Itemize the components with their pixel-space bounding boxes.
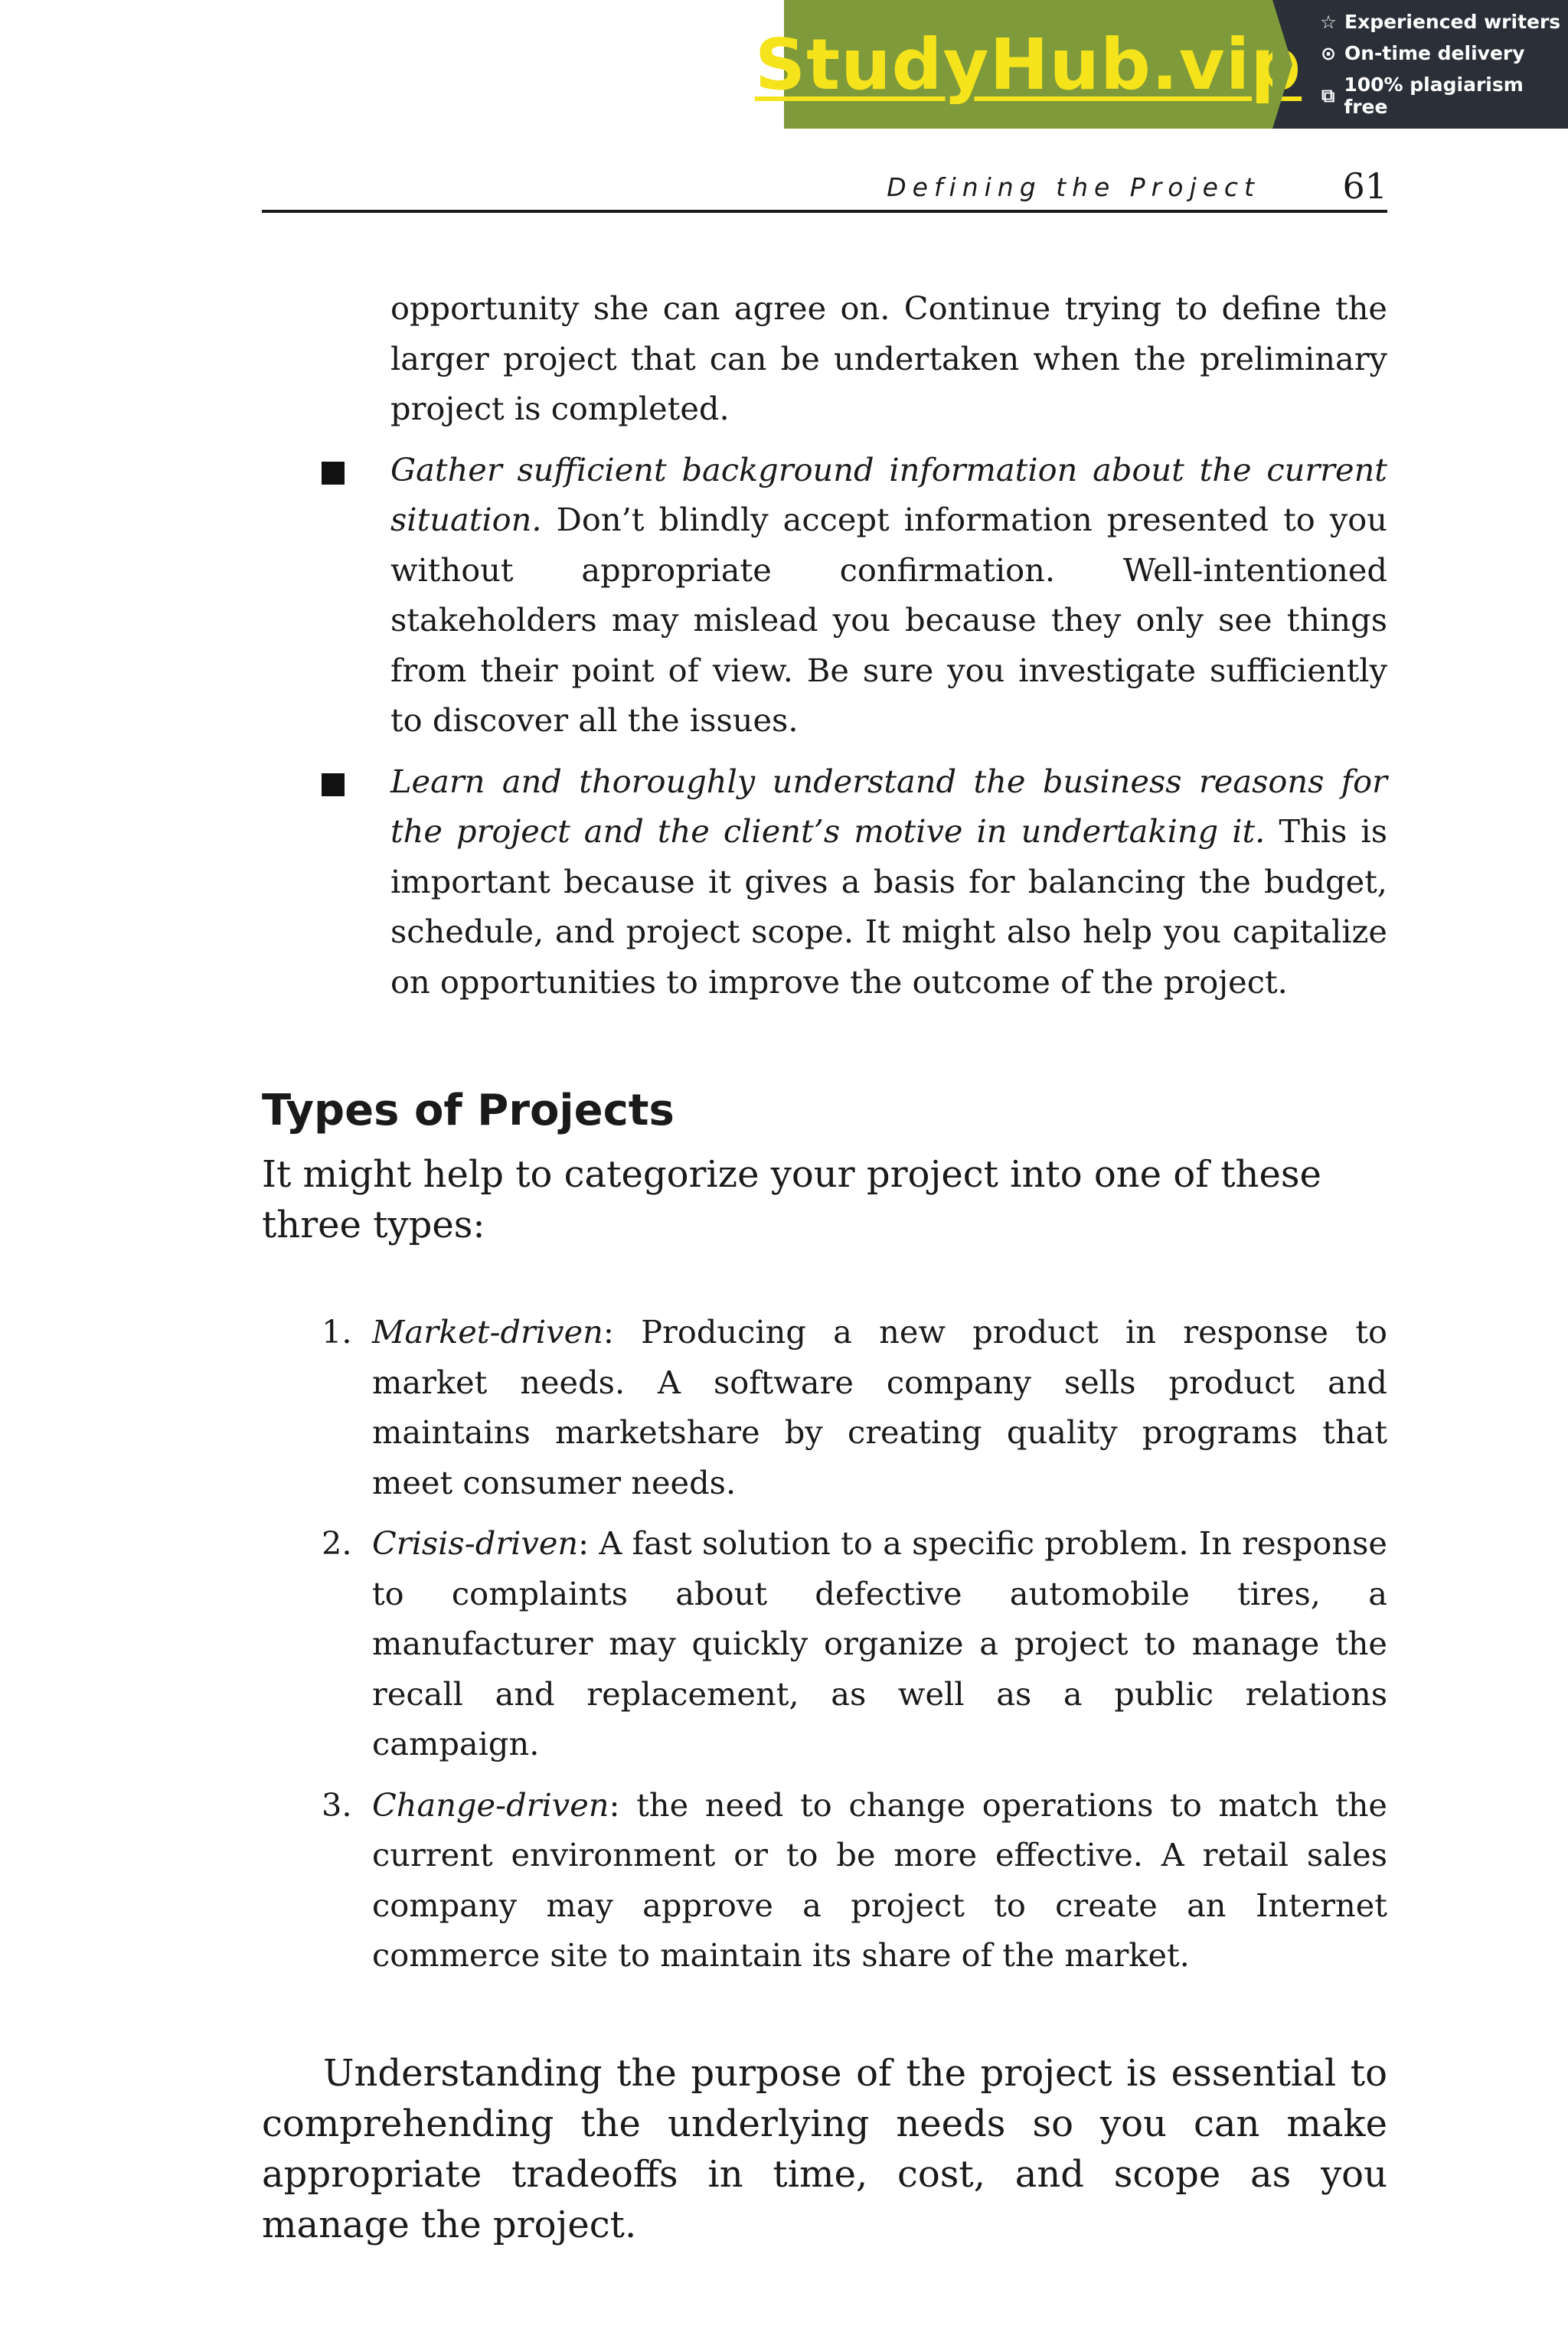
list-item — [262, 445, 1387, 746]
bullet-list — [262, 445, 1387, 1008]
feature-on-time-delivery — [1318, 42, 1568, 64]
list-item — [262, 756, 1387, 1008]
feature-experienced-writers — [1318, 11, 1568, 33]
studyhub-logo[interactable] — [754, 0, 1302, 129]
list-item — [262, 1307, 1387, 1508]
list-item — [262, 1518, 1387, 1769]
square-bullet-icon — [322, 773, 345, 796]
section-intro: It might help to categorize your project into one of these three types: — [262, 1153, 1321, 1246]
type-term: Change-driven — [372, 1785, 609, 1824]
list-number: 1. — [322, 1313, 352, 1351]
bullet-lead: Gather sufficient background information about the current situation. — [390, 450, 1387, 538]
running-head — [262, 159, 1387, 213]
banner-features — [1272, 0, 1568, 129]
section-heading: Types of Projects — [262, 1086, 675, 1135]
feature-label: On-time delivery — [1344, 42, 1525, 64]
star-icon: ☆ — [1320, 11, 1337, 33]
list-number: 2. — [322, 1524, 352, 1562]
feature-plagiarism-free — [1318, 74, 1568, 118]
page-number: 61 — [1342, 165, 1387, 207]
list-number: 3. — [322, 1785, 352, 1824]
type-text: : Producing a new product in response to market needs. A software company sells product and maintains marketshare by creating quality programs that meet consumer needs. — [372, 1313, 1387, 1501]
project-types-list — [262, 1307, 1387, 1981]
copy-icon: ⧉ — [1321, 85, 1335, 106]
feature-label: 100% plagiarism free — [1344, 74, 1524, 118]
bullet-lead: Learn and thoroughly understand the business reasons for the project and the client’s motive in undertaking it. — [390, 762, 1387, 850]
logo-text: StudyHub.vip — [754, 23, 1302, 106]
list-item — [262, 1780, 1387, 1981]
running-title: Defining the Project — [887, 172, 1260, 202]
type-text: : A fast solution to a specific problem. In response to complaints about defective automobile tires, a manufacturer may quickly organize a project to manage the recall and replacement, as well as a public relations campaign. — [372, 1524, 1387, 1762]
bullet-text: This is important because it gives a basis for balancing the budget, schedule, and project scope. It might also help you capitalize on opportunities to improve the outcome of the project. — [390, 812, 1387, 1001]
closing-paragraph: Understanding the purpose of the project is essential to comprehending the underlying needs so you can make appropriate tradeoffs in time, cost, and scope as you manage the project. — [262, 2051, 1387, 2246]
bullet-text: Don’t blindly accept information presented to you without appropriate confirmation. Well-intentioned stakeholders may mislead you because they only see things from their point of view. Be sure you investigate sufficiently to discover all the issues. — [390, 501, 1387, 739]
type-term: Market-driven — [372, 1313, 603, 1351]
clock-icon: ⊙ — [1320, 42, 1337, 64]
page-content — [262, 283, 1387, 2250]
type-term: Crisis-driven — [372, 1524, 579, 1562]
studyhub-banner[interactable] — [754, 0, 1568, 129]
continuation-paragraph: opportunity she can agree on. Continue trying to define the larger project that can be undertaken when the preliminary project is completed. — [390, 289, 1387, 427]
square-bullet-icon — [322, 462, 345, 485]
feature-label: Experienced writers — [1344, 11, 1561, 33]
type-text: : the need to change operations to match the current environment or to be more effective. A retail sales company may approve a project to create an Internet commerce site to maintain its share of the market. — [372, 1785, 1387, 1974]
